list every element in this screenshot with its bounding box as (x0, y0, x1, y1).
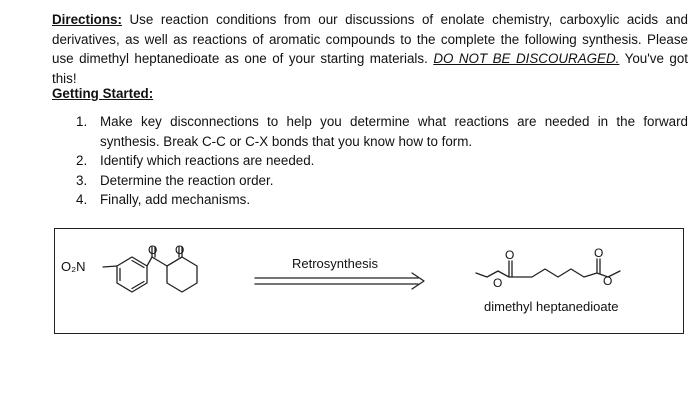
step-number: 3. (76, 172, 88, 188)
step-text: Make key disconnections to help you determine what reactions are needed in the forward synthesis. Break C-C or C-X bonds that you know how to form. (100, 114, 688, 149)
step-text: Identify which reactions are needed. (100, 153, 315, 168)
directions-text-2: You've got this! (52, 51, 689, 86)
ester-oxygen-label: O (603, 274, 613, 288)
carbonyl-ch2-bond (152, 257, 167, 266)
retrosynthesis-label: Retrosynthesis (292, 256, 378, 271)
starting-material-name: dimethyl heptanedioate (484, 299, 619, 314)
ester-oxygen-label: O (505, 248, 515, 262)
ester-oxygen-label: O (594, 246, 604, 260)
benzene-ring (117, 257, 147, 292)
step-text: Determine the reaction order. (100, 172, 274, 188)
nitro-group-label: O₂N (61, 259, 86, 274)
retro-arrow-head (412, 273, 424, 289)
aryl-carbonyl-bond (147, 257, 152, 266)
step-number: 4. (76, 192, 88, 207)
ketone-oxygen-label: O (148, 243, 158, 257)
discourage-text: DO NOT BE DISCOURAGED. (433, 51, 620, 66)
step-text: Finally, add mechanisms. (100, 192, 251, 207)
getting-started-heading: Getting Started: (52, 86, 154, 101)
ester-oxygen-label: O (493, 276, 503, 290)
ring-ketone-oxygen-label: O (175, 243, 185, 257)
directions-text-1: Use reaction conditions from our discussions of enolate chemistry, carboxylic acids and derivatives, as well as reactions of aromatic compounds to the complete the following synthesis. Please use dimethyl heptanedioate as one of your starting materials. (52, 12, 688, 66)
aromatic-bond (132, 261, 144, 268)
step-number: 1. (76, 114, 88, 129)
step-number: 2. (76, 153, 88, 168)
aromatic-bond (132, 282, 144, 289)
cyclohexanone-ring (167, 257, 197, 292)
nitro-bond (103, 266, 117, 267)
directions-label: Directions: (52, 12, 122, 27)
